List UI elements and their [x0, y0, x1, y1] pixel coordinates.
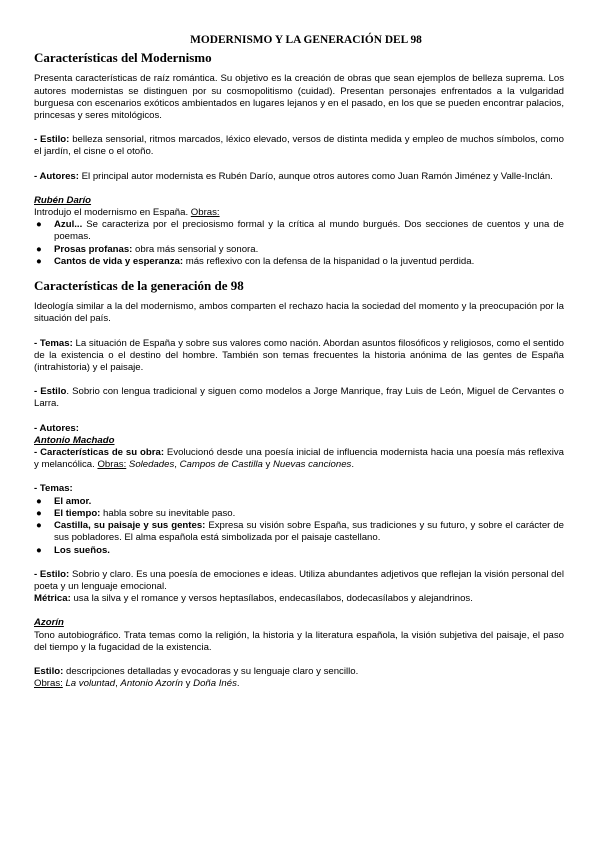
- document-title: MODERNISMO Y LA GENERACIÓN DEL 98: [190, 34, 422, 46]
- azorin-obras-label: Obras:: [34, 678, 63, 690]
- section-heading-modernismo: Características del Modernismo: [34, 50, 212, 66]
- autores-label: - Autores:: [34, 422, 79, 434]
- separator: .: [351, 459, 355, 471]
- dario-intro-text: Introdujo el modernismo en España.: [34, 207, 191, 219]
- work-title: Soledades: [128, 459, 175, 471]
- dario-obras-label: Obras:: [190, 207, 220, 219]
- modernismo-intro: Presenta características de raíz romántica. Su objetivo es la creación de obras que sean ejemplos de belleza suprema. Los autores modernistas se distinguen por su cosmopolitismo (cuidad). Presentan personajes enfrentados a la vulgaridad burguesa con escenarios exóticos ambientados en lugares lejanos y en el pasado, en los que se pueden encontrar palacios, princesas y seres mitológicos.: [34, 73, 564, 122]
- estilo-label: - Estilo:: [34, 134, 70, 146]
- azorin-intro: Tono autobiográfico. Trata temas como la religión, la historia y la literatura española, la visión subjetiva del paisaje, el paso del tiempo y la fugacidad de la existencia.: [34, 629, 564, 653]
- autores-text: El principal autor modernista es Rubén Darío, aunque otros autores como Juan Ramón Jiménez y Valle-Inclán.: [78, 170, 553, 182]
- estilo-label: - Estilo:: [34, 568, 70, 580]
- section-heading-generacion-98: Características de la generación de 98: [34, 278, 244, 294]
- caracteristicas-text: Evolucionó desde una poesía inicial de influencia modernista hacia una poesía más reflexiva y melancólica.: [34, 447, 564, 471]
- estilo-text: Sobrio y claro. Es una poesía de emociones e ideas. Utiliza abundantes adjetivos que reflejan la visión personal del poeta y un lenguaje emocional.: [34, 568, 564, 592]
- metrica-label: Métrica:: [34, 593, 71, 605]
- list-item: [34, 508, 564, 520]
- tema-title: Castilla, su paisaje y sus gentes:: [54, 520, 206, 532]
- work-desc: Se caracteriza por el preciosismo formal y la crítica al mundo burgués. Dos secciones de cuentos y una de poemas.: [54, 219, 564, 243]
- author-heading-azorin: Azorín: [34, 617, 64, 629]
- author-heading-dario: Rubén Darío: [34, 194, 92, 206]
- machado-temas-list: [34, 496, 564, 557]
- dario-intro: [34, 207, 564, 219]
- tema-title: Los sueños.: [54, 544, 110, 556]
- author-heading-machado: Antonio Machado: [34, 434, 115, 446]
- estilo-text: belleza sensorial, ritmos marcados, léxico elevado, versos de distinta medida y empleo de muchos símbolos, como el jardín, el cisne o el otoño.: [34, 134, 564, 158]
- generacion-intro: Ideología similar a la del modernismo, ambos comparten el rechazo hacia la sociedad del momento y la preocupación por la situación del país.: [34, 301, 564, 325]
- estilo-text: . Sobrio con lengua tradicional y siguen como modelos a Jorge Manrique, fray Luis de León, Miguel de Cervantes o Larra.: [34, 386, 564, 410]
- bullet-icon: ●: [36, 544, 42, 556]
- work-title: Campos de Castilla: [179, 459, 263, 471]
- azorin-estilo: [34, 666, 564, 678]
- temas-label: - Temas:: [34, 483, 73, 495]
- bullet-icon: ●: [36, 495, 42, 507]
- dario-works-list: [34, 219, 564, 268]
- bullet-icon: ●: [36, 243, 42, 255]
- list-item: [34, 520, 564, 544]
- generacion-temas: [34, 338, 564, 375]
- list-item: [34, 496, 564, 508]
- bullet-icon: ●: [36, 507, 42, 519]
- work-title: Prosas profanas:: [54, 243, 133, 255]
- machado-caracteristicas: [34, 447, 564, 471]
- tema-title: El tiempo:: [54, 507, 101, 519]
- list-item: [34, 219, 564, 243]
- estilo-label: Estilo:: [34, 665, 64, 677]
- work-title: Azul...: [54, 219, 83, 231]
- modernismo-estilo: [34, 134, 564, 158]
- tema-desc: habla sobre su inevitable paso.: [100, 507, 236, 519]
- tema-title: El amor.: [54, 495, 92, 507]
- separator: y: [262, 459, 273, 471]
- estilo-label: - Estilo: [34, 386, 67, 398]
- bullet-icon: ●: [36, 219, 42, 231]
- autores-label: - Autores:: [34, 170, 79, 182]
- machado-metrica: [34, 593, 564, 605]
- separator: ,: [115, 678, 121, 690]
- work-title: Doña Inés: [193, 678, 237, 690]
- work-title: Cantos de vida y esperanza:: [54, 255, 184, 267]
- temas-text: La situación de España y sobre sus valores como nación. Abordan asuntos filosóficos y religiosos, como el sentido de la existencia o el destino del hombre. También son temas frecuentes la historia anónima de las gentes de España (intrahistoria) y el paisaje.: [34, 337, 564, 374]
- document-page: [34, 34, 564, 690]
- list-item: [34, 256, 564, 268]
- tema-desc: Expresa su visión sobre España, sus tradiciones y su futuro, y sobre el carácter de sus pobladores. El alma española está simbolizada por el paisaje castellano.: [54, 520, 564, 544]
- metrica-text: usa la silva y el romance y versos heptasílabos, endecasílabos, dodecasílabos y alejandrinos.: [70, 593, 473, 605]
- work-title: Nuevas canciones: [272, 459, 352, 471]
- modernismo-autores: [34, 171, 564, 183]
- bullet-icon: ●: [36, 255, 42, 267]
- bullet-icon: ●: [36, 520, 42, 532]
- work-title: La voluntad: [65, 678, 116, 690]
- work-title: Antonio Azorín: [120, 678, 183, 690]
- azorin-obras: [34, 678, 564, 690]
- machado-temas-label: [34, 483, 564, 495]
- work-desc: obra más sensorial y sonora.: [132, 243, 259, 255]
- list-item: [34, 244, 564, 256]
- generacion-autores-label: [34, 423, 564, 435]
- estilo-text: descripciones detalladas y evocadoras y su lenguaje claro y sencillo.: [63, 665, 359, 677]
- separator: .: [236, 678, 240, 690]
- temas-label: - Temas:: [34, 337, 73, 349]
- list-item: [34, 545, 564, 557]
- generacion-estilo: [34, 386, 564, 410]
- caracteristicas-label: - Características de su obra:: [34, 447, 165, 459]
- machado-obras-label: Obras:: [97, 459, 127, 471]
- work-desc: más reflexivo con la defensa de la hispanidad o la juventud perdida.: [183, 255, 475, 267]
- separator: ,: [174, 459, 180, 471]
- machado-estilo: [34, 569, 564, 593]
- separator: y: [183, 678, 194, 690]
